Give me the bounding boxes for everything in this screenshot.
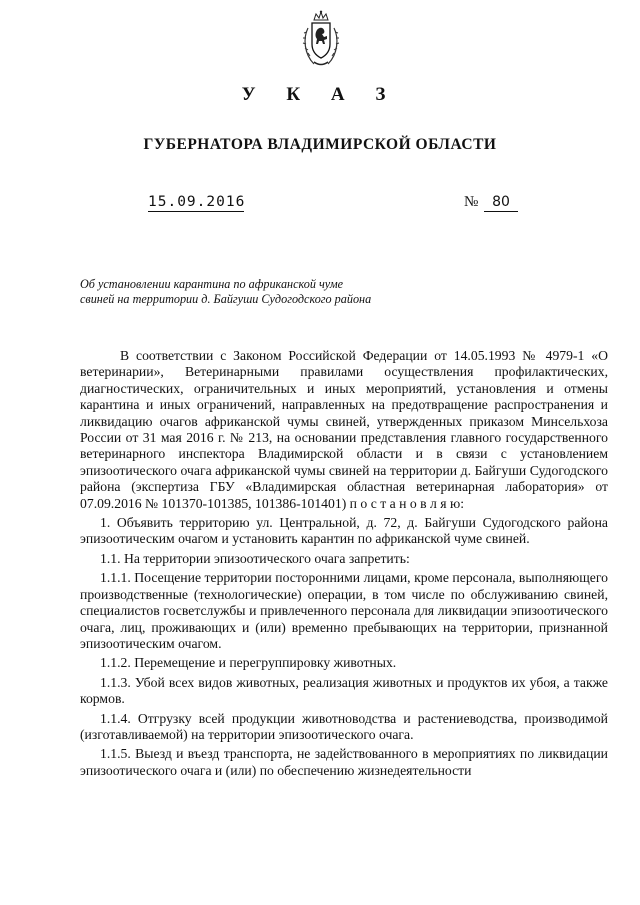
paragraph-item-1-1-4: 1.1.4. Отгрузку всей продукции животноводства и растениеводства, производимой (изготавливаемой) на территории эпизоотического очага. [80, 710, 608, 742]
paragraph-item-1-1-2: 1.1.2. Перемещение и перегруппировку животных. [100, 655, 397, 671]
paragraph-intro: В соответствии с Законом Российской Федерации от 14.05.1993 № 4979-1 «О ветеринарии», Ветеринарными правилами осуществления профилактических, диагностических, ограничительных и иных мероприятий, установления и отмены карантина и иных ограничений, направленных на предотвращение распространения и ликвидацию очагов африканской чумы свиней, утвержденных приказом Минсельхоза России от 31 мая 2016 г. № 213, на основании представления главного государственного ветеринарного инспектора Владимирской области и в связи с установлением эпизоотического очага африканской чумы свиней на территории д. Байгуши Судогодского района (экспертиза ГБУ «Владимирская областная ветеринарная лаборатория» от 07.09.2016 № 101370-101385, 101386-101401) п о с т а н о в л я ю: [80, 348, 608, 511]
document-number-label: № [464, 194, 479, 210]
coat-of-arms-icon [300, 10, 342, 70]
document-number: 80 [484, 194, 518, 212]
document-heading-note: Об установлении карантина по африканской чуме свиней на территории д. Байгуши Судогодского района [80, 277, 372, 307]
document-date: 15.09.2016 [148, 194, 246, 210]
paragraph-item-1-1-5: 1.1.5. Выезд и въезд транспорта, не задействованного в мероприятиях по ликвидации эпизоотического очага и (или) по обеспечению жизнедеятельности [80, 746, 608, 778]
paragraph-item-1-1-3: 1.1.3. Убой всех видов животных, реализация животных и продуктов их убоя, а также кормов. [80, 674, 608, 707]
paragraph-item-1-1: 1.1. На территории эпизоотического очага запретить: [100, 550, 410, 566]
document-title: У К А З [241, 84, 399, 105]
document-subtitle: ГУБЕРНАТОРА ВЛАДИМИРСКОЙ ОБЛАСТИ [143, 136, 497, 153]
paragraph-item-1-1-1: 1.1.1. Посещение территории посторонними лицами, кроме персонала, выполняющего производственные (технологические) операции, в том числе по обслуживанию свиней, специалистов госветслужбы и привлеченного персонала для ликвидации эпизоотического очага, лиц, проживающих и (или) временно пребывающих на территории, признанной эпизоотическим очагом. [80, 570, 608, 651]
document-body [80, 348, 608, 779]
paragraph-item-1: 1. Объявить территорию ул. Центральной, д. 72, д. Байгуши Судогодского района эпизоотическим очагом и установить карантин по африканской чуме свиней. [80, 515, 608, 547]
